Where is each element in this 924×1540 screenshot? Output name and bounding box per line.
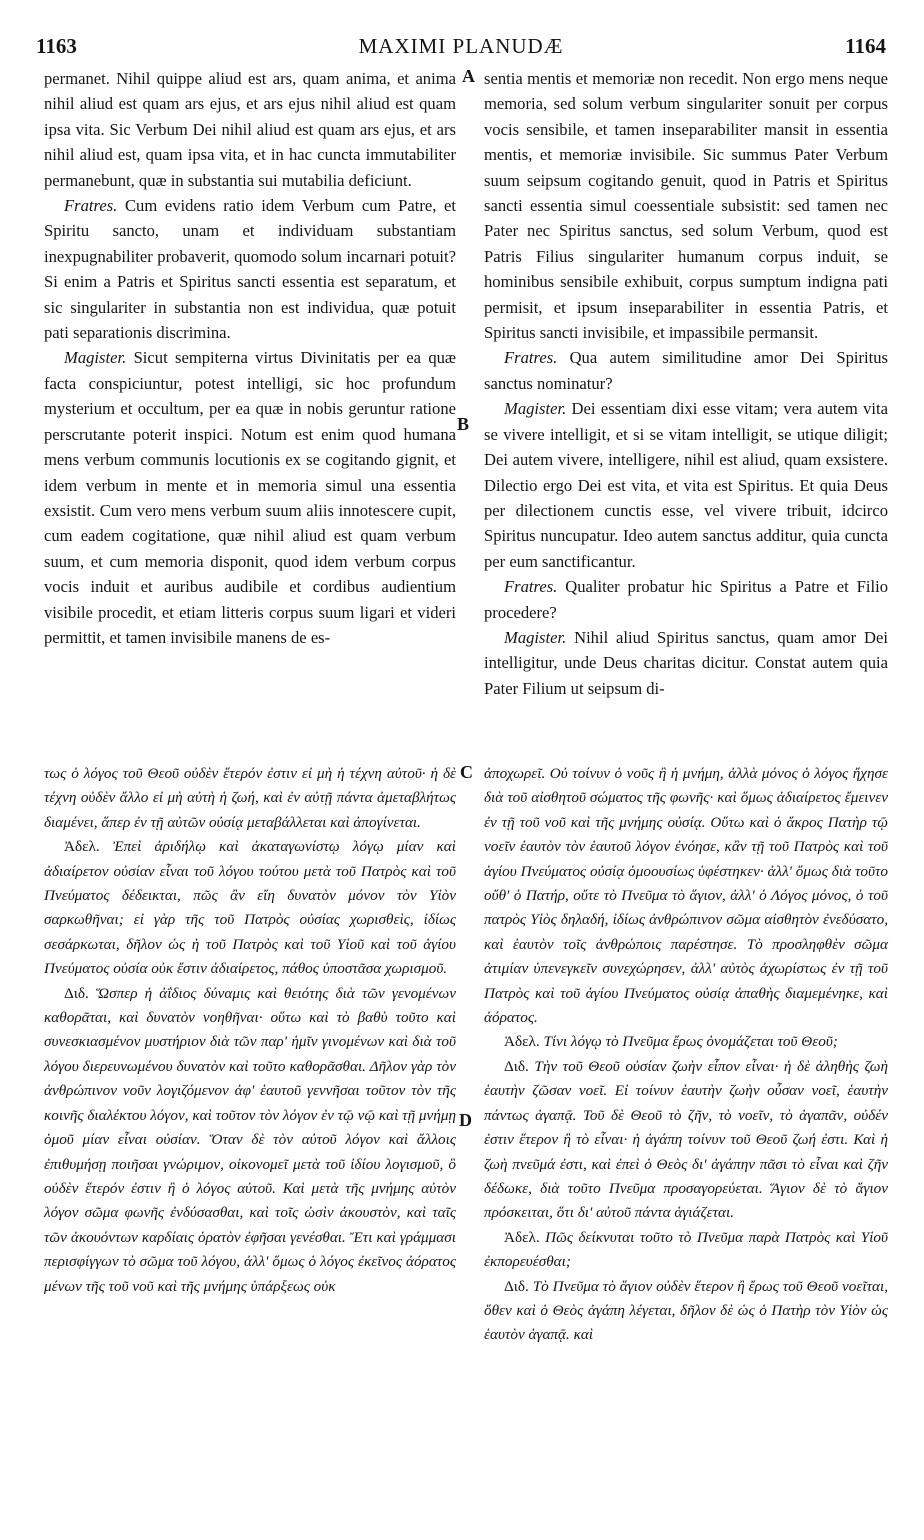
margin-marker-c: C xyxy=(460,762,473,782)
greek-column-left xyxy=(44,762,456,1299)
paragraph xyxy=(44,835,456,981)
speaker-label: Διδ. xyxy=(504,1277,529,1295)
paragraph xyxy=(44,762,456,835)
paragraph xyxy=(484,1030,888,1054)
margin-marker-a: A xyxy=(462,66,475,86)
paragraph xyxy=(484,345,888,396)
paragraph-text: Qualiter probatur hic Spiritus a Patre et Filio procedere? xyxy=(484,577,888,622)
greek-column-right xyxy=(484,762,888,1348)
speaker-label: Fratres. xyxy=(64,196,118,216)
margin-marker-d: D xyxy=(459,1110,472,1130)
running-title: MAXIMI PLANUDÆ xyxy=(358,34,564,58)
latin-column-left xyxy=(44,66,456,650)
paragraph-text: Τίνι λόγῳ τὸ Πνεῦμα ἔρως ὀνομάζεται τοῦ Θεοῦ; xyxy=(539,1033,838,1051)
paragraph xyxy=(484,66,888,345)
paragraph-text: ἀποχωρεῖ. Οὐ τοίνυν ὁ νοῦς ἢ ἡ μνήμη, ἀλλὰ μόνος ὁ λόγος ἤχησε διὰ τοῦ αἰσθητοῦ σώματος τῆς φωνῆς· καὶ ὅμως ἀδιαίρετος ἔμεινεν ἐν τῇ τοῦ νοῦ καὶ τῆς μνήμης οὐσίᾳ. Οὕτω καὶ ὁ ἄκρος Πατὴρ τῷ νοεῖν ἑαυτὸν τὸν ἑαυτοῦ λόγον ἐνόησε, κἂν τῇ τοῦ Πατρὸς καὶ τοῦ ἁγίου Πνεύματος οὐσίᾳ ὁμοουσίως ὑφέστηκεν· ἀλλ' ὅμως διὰ τοῦτο οὔθ' ὁ Πατήρ, οὔτε τὸ Πνεῦμα τὸ ἅγιον, ἀλλ' ὁ Λόγος μόνος, ὁ τοῦ πατρὸς Υἱὸς δηλαδή, ἰδίως ἀνθρώπινον σῶμα αἰσθητὸν ἐνεδύσατο, καὶ ἑαυτὸν τοῖς ἀνθρώποις παρέστησε. Τὸ προσληφθὲν σῶμα ἀτιμίαν ὑπενεγκεῖν συνεχώρησεν, ἀλλ' αὐτὸς ἀχωρίστως ἐν τῇ τοῦ Πατρὸς καὶ τοῦ ἁγίου Πνεύματος οὐσίᾳ ἀπαθὴς διαμεμένηκε, καὶ ἀόρατος. xyxy=(484,765,888,1027)
paragraph-text: Τὸ Πνεῦμα τὸ ἅγιον οὐδὲν ἕτερον ἢ ἔρως τοῦ Θεοῦ νοεῖται, ὅθεν καὶ ὁ Θεὸς ἀγάπη λέγεται, δῆλον δὲ ὡς ὁ Πατὴρ τὸν Υἱὸν ὡς ἑαυτὸν ἀγαπᾷ. καὶ xyxy=(484,1277,888,1344)
speaker-label: Magister. xyxy=(504,627,567,647)
paragraph-text: sentia mentis et memoriæ non recedit. Non ergo mens neque memoria, sed solum verbum singulariter sonuit per corpus vocis sensibile, et tamen inseparabiliter mansit in essentia mentis, et memoriæ invisibile. Sic summus Pater Verbum suum seipsum cogitando genuit, quod in Patris et Spiritus sancti essentia simul coessentiale subsistit: sed tamen nec Pater nec Spiritus sanctus, sed solum Verbum, quod est Patris Filius singulariter humanum corpus induit, se hominibus sensibile exhibuit, corpus sumptum indigna pati permisit, et ipsum inseparabiliter in essentia Patris, et Spiritus sancti invisibile, et impassibile permansit. xyxy=(484,69,888,343)
page-number-right: 1164 xyxy=(845,34,886,58)
paragraph xyxy=(484,1275,888,1348)
paragraph-text: Ἐπεὶ ἀριδήλῳ καὶ ἀκαταγωνίστῳ λόγῳ μίαν καὶ ἀδιαίρετον οὐσίαν εἶναι τοῦ λόγου τούτου μετὰ τοῦ Πατρὸς καὶ τοῦ Πνεύματος δέδεικται, πῶς ἂν εἴη δυνατὸν μόνον τὸν Υἱὸν σαρκωθῆναι; εἰ γὰρ τῆς τοῦ Πατρὸς οὐσίας χωρισθεὶς, ἰδίως σεσάρκωται, δῆλον ὡς ἡ τοῦ Πατρὸς καὶ τοῦ Υἱοῦ καὶ τοῦ ἁγίου Πνεύματος οὐσία οὐκ ἔστιν ἀδιαίρετος, πάθος ὑποστᾶσα χωρισμοῦ. xyxy=(44,838,456,978)
speaker-label: Magister. xyxy=(504,399,567,419)
paragraph-text: Nihil aliud Spiritus sanctus, quam amor Dei intelligitur, unde Deus charitas dicitur. Constat autem quia Pater Filium ut seipsum di- xyxy=(484,627,888,698)
paragraph xyxy=(44,193,456,345)
paragraph xyxy=(484,1226,888,1275)
paragraph xyxy=(484,625,888,701)
speaker-label: Ἀδελ. xyxy=(504,1228,540,1246)
paragraph xyxy=(484,574,888,625)
speaker-label: Magister. xyxy=(64,348,127,368)
latin-column-right xyxy=(484,66,888,701)
speaker-label: Fratres. xyxy=(504,577,558,597)
speaker-label: Ἀδελ. xyxy=(64,838,100,856)
paragraph-text: Cum evidens ratio idem Verbum cum Patre, et Spiritu sancto, unam et individuam substantiam inexpugnabiliter probaverit, quomodo solum incarnari potuit? Si enim a Patris et Spiritus sancti essentia est separatum, et sic singulariter in substantia non est individua, quæ potuit pati separationis discrimina. xyxy=(44,196,456,343)
paragraph-text: Sicut sempiterna virtus Divinitatis per ea quæ facta conspiciuntur, potest intelligi, sic hoc profundum mysterium et occultum, per ea quæ in nobis geruntur ratione perscrutante poterit inspici. Notum est enim quod humana mens verbum communis locutionis ex se cogitando gignit, et idem verbum in mente et in memoria simul una essentia exsistit. Cum vero mens verbum suum aliis innotescere cupit, cum eadem cogitatione, quæ nihil aliud est quam verbum suum, et cum memoria disponit, quod idem verbum corpus vocis induit et auribus audibile et cordibus audientium visibile procedit, et etiam litteris corpus suum ligari et videri permittit, et tamen invisibile manens de es- xyxy=(44,348,456,647)
paragraph-text: Πῶς δείκνυται τοῦτο τὸ Πνεῦμα παρὰ Πατρὸς καὶ Υἱοῦ ἐκπορευέσθαι; xyxy=(484,1228,888,1271)
paragraph xyxy=(484,762,888,1030)
speaker-label: Διδ. xyxy=(504,1057,529,1075)
paragraph-text: permanet. Nihil quippe aliud est ars, quam anima, et anima nihil aliud est quam ars ejus, et ars ejus nihil aliud est quam ipsa vita. Sic Verbum Dei nihil aliud est quam ars ejus, et ars nihil aliud est, quam ipsa vita, et in hac cuncta immutabiliter permanebunt, quæ in substantia sui mutabilia deficiunt. xyxy=(44,69,456,190)
speaker-label: Fratres. xyxy=(504,348,558,368)
paragraph xyxy=(44,345,456,650)
speaker-label: Διδ. xyxy=(64,984,89,1002)
paragraph-text: Dei essentiam dixi esse vitam; vera autem vita se vivere intelligit, et si se vitam intelligit, se utique diligit; Dei autem vivere, intelligere, nihil est aliud, quam exsistere. Dilectio ergo Dei est vita, et vita est Spiritus. Et quia Deus per dilectionem cunctis esse, vel vivere tribuit, idcirco Spiritus nuncupatur. Ideo autem sanctus additur, quia cuncta per eum sanctificantur. xyxy=(484,399,888,571)
running-head xyxy=(36,34,886,62)
paragraph xyxy=(484,396,888,574)
paragraph xyxy=(44,982,456,1299)
paragraph-text: Ὥσπερ ἡ ἀΐδιος δύναμις καὶ θειότης διὰ τῶν γενομένων καθορᾶται, καὶ δυνατὸν νοηθῆναι· οὕτω καὶ τὸ βαθὺ τοῦτο καὶ συνεσκιασμένον μυστήριον διὰ τῶν παρ' ἡμῖν γινομένων καὶ διὰ τοῦ λόγου διερευνωμένου δυνατὸν καὶ τοῦτο καθορᾶσθαι. Δῆλον γὰρ τὸν ἀνθρώπινον νοῦν λογιζόμενον ἀφ' ἑαυτοῦ γεννῆσαι τοῦτον τὸν τῆς κοινῆς διαλέκτου λόγον, καὶ τοῦτον τὸν λόγον ἐν τῷ νῷ καὶ τῇ μνήμῃ ὁμοῦ μίαν εἶναι οὐσίαν. Ὅταν δὲ τὸν αὐτοῦ λόγον καὶ ἄλλοις ἐπιθυμήσῃ ποιῆσαι γνώριμον, οἰκονομεῖ μετὰ τοῦ ἰδίου λογισμοῦ, ὃ οὐδὲν ἕτερόν ἐστιν ἢ ὁ λόγος αὐτοῦ. Καὶ μετὰ τῆς μνήμης αὐτὸν λόγον σῶμα φωνῆς ἐνδύσασθαι, καὶ τοῖς ὠσὶν ἀκουστὸν, καὶ ταῖς τῶν ἀκουόντων καρδίαις ὁρατὸν ἐφῆσαι γενέσθαι. Ἔτι καὶ γράμμασι περισφίγγων τὸ σῶμα τοῦ λόγου, ἀλλ' ὅμως ὁ λόγος ἐκεῖνος ἀόρατος μένων τῆς τοῦ νοῦ καὶ τῆς μνήμης ὑπάρξεως οὐκ xyxy=(44,984,456,1295)
paragraph-text: τως ὁ λόγος τοῦ Θεοῦ οὐδὲν ἕτερόν ἐστιν εἰ μὴ ἡ τέχνη αὐτοῦ· ἡ δὲ τέχνη οὐδὲν ἄλλο εἰ μὴ αὐτὴ ἡ ζωή, καὶ ἐν αὐτῇ πάντα ἀμεταβλήτως διαμένει, ἅπερ ἐν τῇ αὐτῶν οὐσίᾳ μεταβάλλεται καὶ ἀπογίνεται. xyxy=(44,765,456,831)
paragraph xyxy=(44,66,456,193)
speaker-label: Ἀδελ. xyxy=(504,1033,540,1051)
margin-marker-b: B xyxy=(457,414,470,434)
page-number-left: 1163 xyxy=(36,34,77,58)
paragraph-text: Qua autem similitudine amor Dei Spiritus sanctus nominatur? xyxy=(484,348,888,393)
paragraph-text: Τὴν τοῦ Θεοῦ οὐσίαν ζωὴν εἶπον εἶναι· ἡ δὲ ἀληθὴς ζωὴ ἑαυτὴν ζῶσαν νοεῖ. Εἰ τοίνυν ἑαυτὴν ζωὴν οὖσαν νοεῖ, ἑαυτὴν πάντως ἀγαπᾷ. Τοῦ δὲ Θεοῦ τὸ ζῆν, τὸ νοεῖν, τὸ ἀγαπᾶν, οὐδέν ἐστιν ἕτερον ἢ τὸ εἶναι· ἡ ἀγάπη τοίνυν τοῦ Θεοῦ ζωή ἐστι. Καὶ ἡ ζωὴ πνεῦμά ἐστι, καὶ ἐπεὶ ὁ Θεὸς δι' ἀγάπην πᾶσι τὸ εἶναι καὶ ζῆν δέδωκε, διὰ τοῦτο Πνεῦμα προσαγορεύεται. Ἅγιον δὲ τὸ ἅγιον πρόσκειται, ὅτι δι' αὐτοῦ πάντα ἁγιάζεται. xyxy=(484,1057,888,1222)
paragraph xyxy=(484,1055,888,1226)
